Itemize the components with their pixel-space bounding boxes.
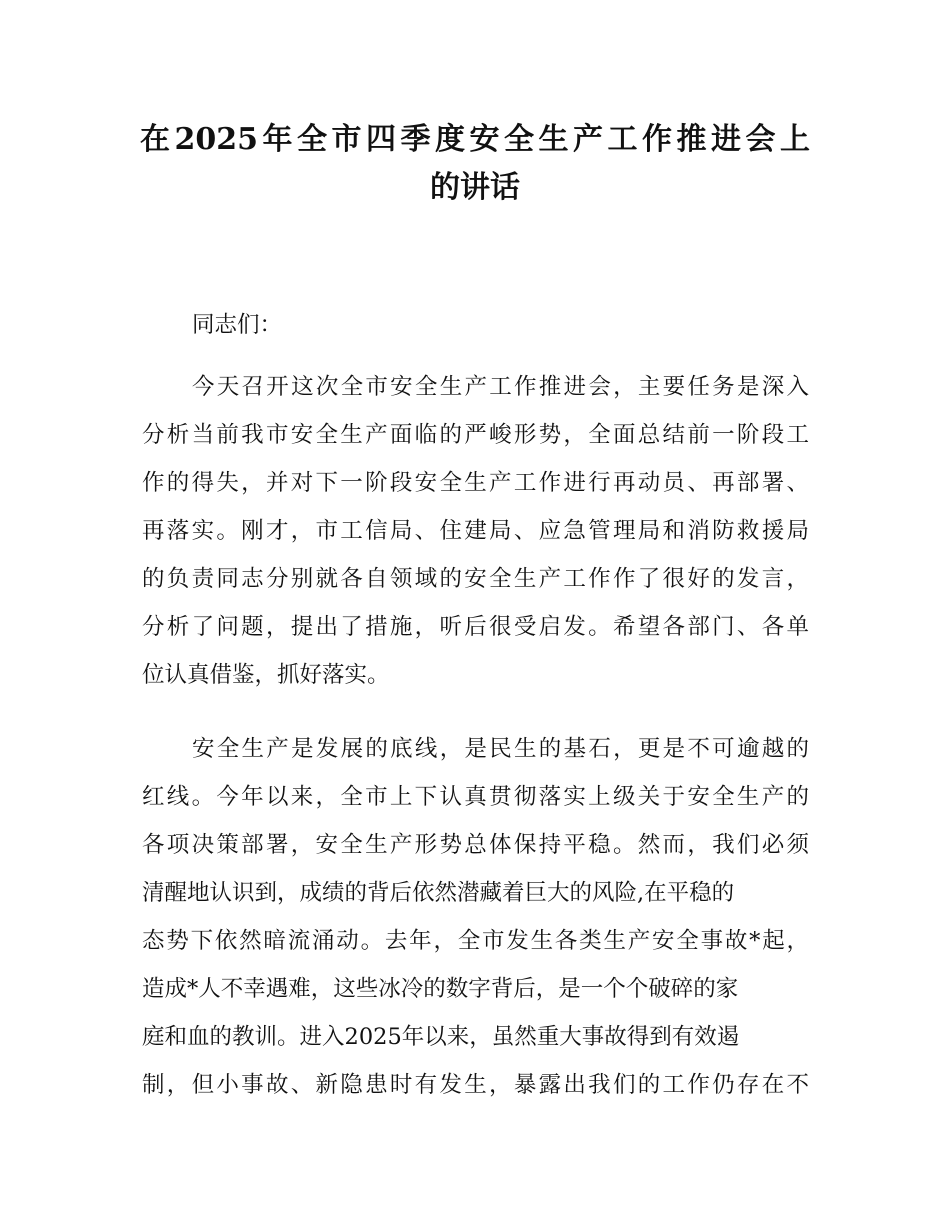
paragraph-line: 安全生产是发展的底线，是民生的基石，更是不可逾越的 xyxy=(192,736,809,762)
paragraph-1 xyxy=(142,363,809,699)
paragraph-line: 制，但小事故、新隐患时有发生，暴露出我们的工作仍存在不 xyxy=(142,1072,809,1098)
paragraph-line: 分析了问题，提出了措施，听后很受启发。希望各部门、各单 xyxy=(142,614,809,640)
paragraph-line: 今天召开这次全市安全生产工作推进会，主要任务是深入 xyxy=(192,374,809,400)
paragraph-line: 态势下依然暗流涌动。去年，全市发生各类生产安全事故*起， xyxy=(142,928,809,954)
paragraph-line: 的负责同志分别就各自领域的安全生产工作作了很好的发言， xyxy=(142,566,809,592)
title-line-2: 的讲话 xyxy=(430,170,520,205)
paragraph-line: 位认真借鉴，抓好落实。 xyxy=(142,662,390,688)
title-line-1: 在2025年全市四季度安全生产工作推进会上 xyxy=(140,122,810,157)
paragraph-line: 清醒地认识到，成绩的背后依然潜藏着巨大的风险,在平稳的 xyxy=(142,880,735,906)
paragraph-line: 分析当前我市安全生产面临的严峻形势，全面总结前一阶段工 xyxy=(142,422,809,448)
salutation xyxy=(142,301,809,349)
salutation-text: 同志们： xyxy=(192,312,283,338)
paragraph-line: 各项决策部署，安全生产形势总体保持平稳。然而，我们必须 xyxy=(142,832,809,858)
paragraph-2 xyxy=(142,725,809,1109)
paragraph-line: 庭和血的教训。进入2025年以来，虽然重大事故得到有效遏 xyxy=(142,1024,740,1050)
paragraph-line: 红线。今年以来，全市上下认真贯彻落实上级关于安全生产的 xyxy=(142,784,809,810)
paragraph-line: 造成*人不幸遇难，这些冰冷的数字背后，是一个个破碎的家 xyxy=(142,976,739,1002)
paragraph-line: 再落实。刚才，市工信局、住建局、应急管理局和消防救援局 xyxy=(142,518,809,544)
paragraph-line: 作的得失，并对下一阶段安全生产工作进行再动员、再部署、 xyxy=(142,470,809,496)
